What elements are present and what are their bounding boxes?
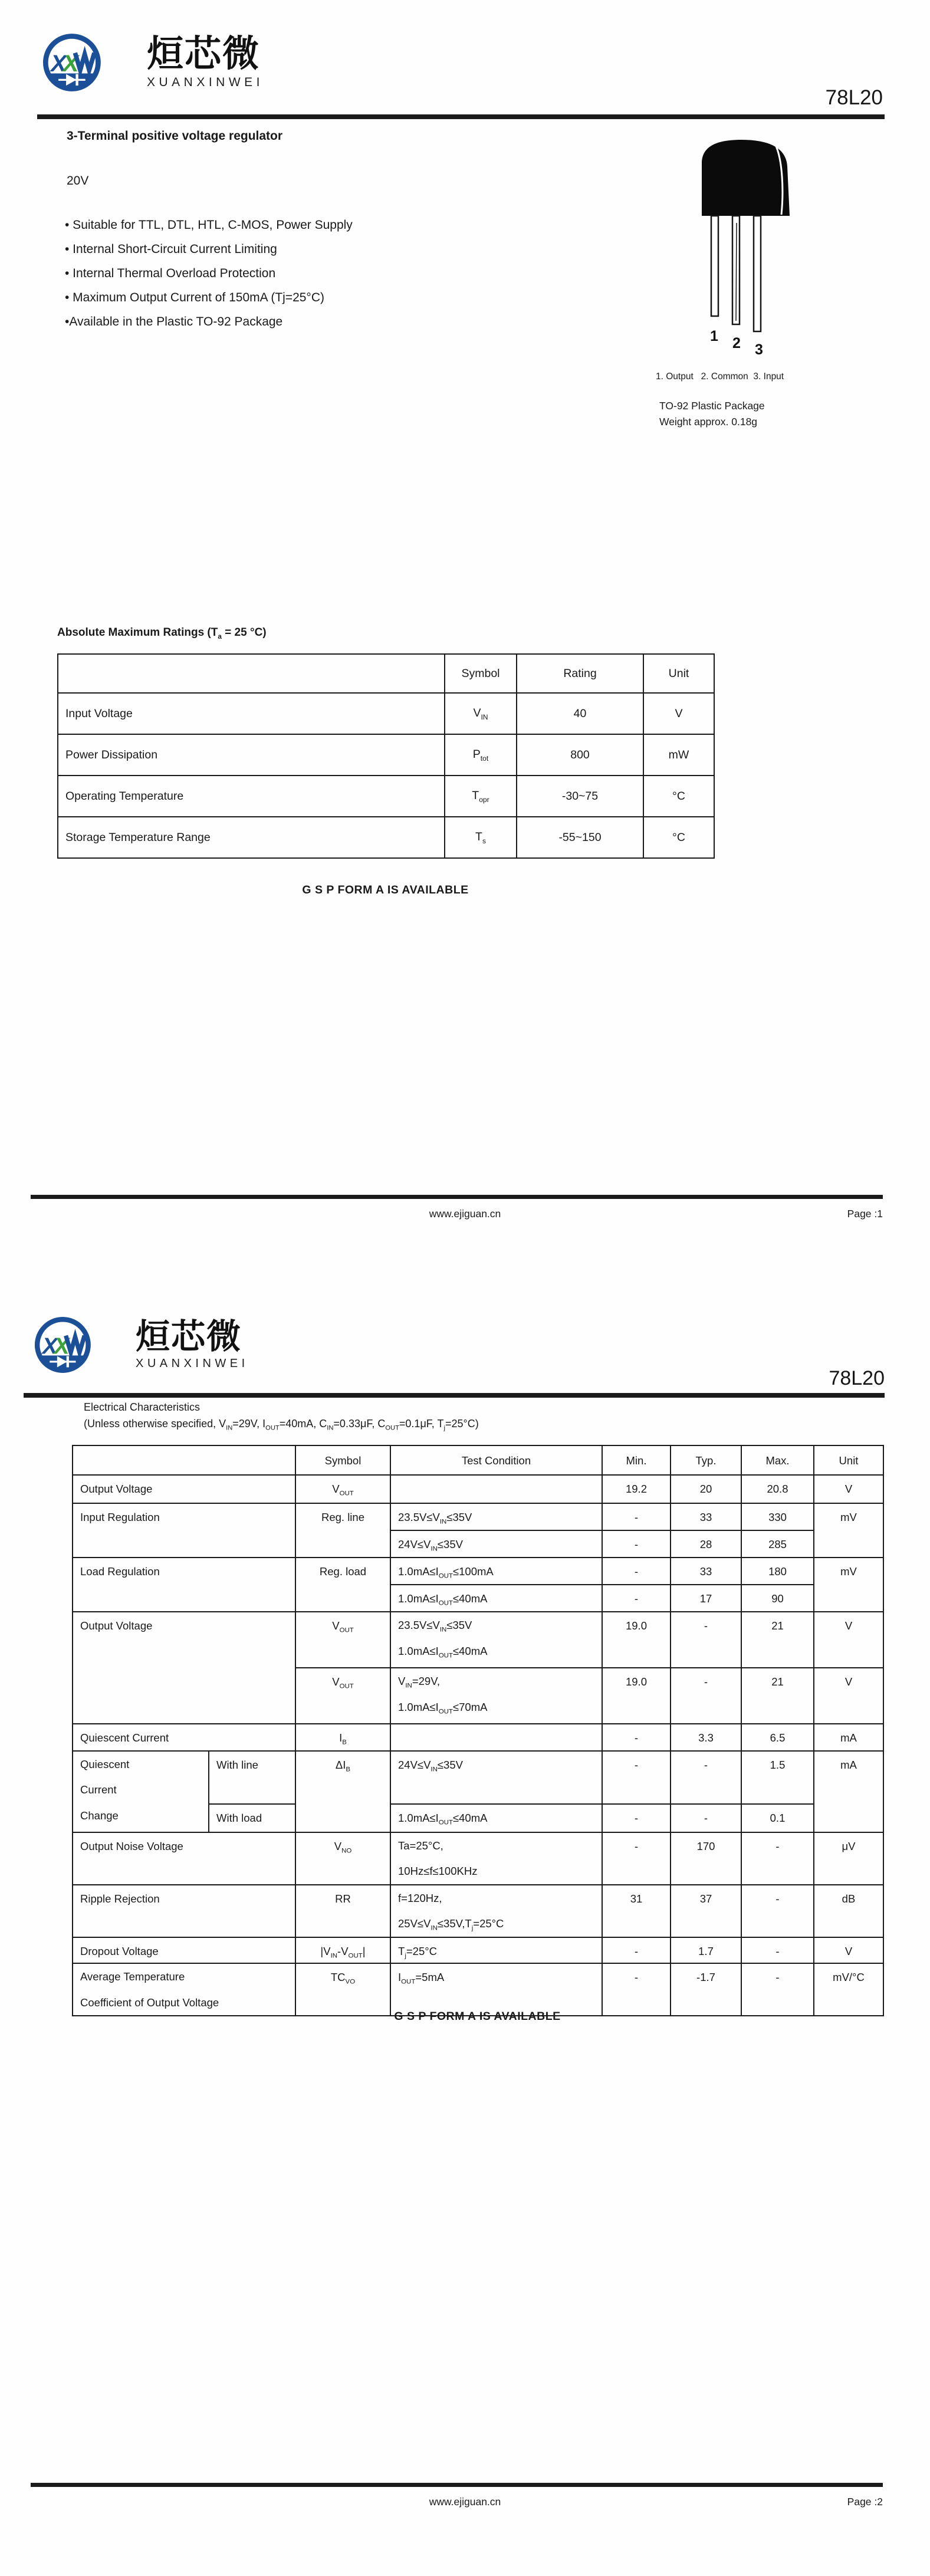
table-cell: -30~75 bbox=[517, 776, 643, 817]
table-cell: V bbox=[814, 1668, 883, 1724]
table-cell: Dropout Voltage bbox=[73, 1937, 295, 1963]
logo-letter-x1: X bbox=[42, 1333, 58, 1359]
table-cell: Quiescent Current bbox=[73, 1724, 295, 1751]
column-header: Unit bbox=[643, 654, 714, 693]
table-cell: Reg. load bbox=[295, 1558, 390, 1612]
table-cell: μV bbox=[814, 1832, 883, 1885]
product-heading: 3-Terminal positive voltage regulator bbox=[67, 129, 283, 143]
abs-max-title: Absolute Maximum Ratings ($T_a = 25$ °C) bbox=[57, 626, 267, 640]
logo-letter-x2: X bbox=[54, 1333, 70, 1359]
column-header: Symbol bbox=[295, 1445, 390, 1475]
table-cell: 1.7 bbox=[671, 1937, 741, 1963]
package-body bbox=[702, 140, 790, 216]
electrical-characteristics-title: Electrical Characteristics bbox=[84, 1401, 201, 1413]
table-cell: $V_{OUT}$ bbox=[295, 1475, 390, 1503]
table-cell: $V_{IN}$ bbox=[445, 693, 517, 734]
brand-logo-icon bbox=[34, 1316, 129, 1374]
table-cell: RR bbox=[295, 1885, 390, 1937]
table-cell: $T_j=25^\circ C$ bbox=[390, 1937, 602, 1963]
table-cell: 20.8 bbox=[741, 1475, 814, 1503]
table-cell: - bbox=[602, 1724, 671, 1751]
table-cell: 0.1 bbox=[741, 1804, 814, 1832]
table-cell: 28 bbox=[671, 1530, 741, 1558]
table-cell: - bbox=[602, 1751, 671, 1804]
table-row bbox=[73, 1475, 883, 1503]
table-cell: V bbox=[814, 1937, 883, 1963]
column-header: Rating bbox=[517, 654, 643, 693]
table-cell: - bbox=[741, 1937, 814, 1963]
table-cell: Operating Temperature bbox=[58, 776, 445, 817]
header-rule bbox=[24, 1393, 885, 1398]
table-cell: f=120Hz, $25V\le V_{IN}\le 35V,T_j=25^\circ C$ bbox=[390, 1885, 602, 1937]
abs-max-table bbox=[57, 653, 715, 859]
table-cell: Output Voltage bbox=[73, 1612, 295, 1724]
feature-item: •Available in the Plastic TO-92 Package bbox=[65, 315, 283, 328]
table-cell: - bbox=[671, 1751, 741, 1804]
brand-name-en: XUANXINWEI bbox=[136, 1356, 249, 1370]
table-cell: $T_{opr}$ bbox=[445, 776, 517, 817]
table-cell: $P_{tot}$ bbox=[445, 734, 517, 776]
table-cell: -1.7 bbox=[671, 1963, 741, 2016]
table-row bbox=[58, 734, 714, 776]
table-cell: - bbox=[602, 1937, 671, 1963]
table-cell: - bbox=[602, 1963, 671, 2016]
column-header: Test Condition bbox=[390, 1445, 602, 1475]
table-cell: dB bbox=[814, 1885, 883, 1937]
table-cell: 170 bbox=[671, 1832, 741, 1885]
table-cell bbox=[390, 1724, 602, 1751]
column-header: Min. bbox=[602, 1445, 671, 1475]
table-cell: - bbox=[671, 1668, 741, 1724]
table-row bbox=[73, 1445, 883, 1475]
table-cell: V bbox=[814, 1612, 883, 1668]
table-cell: - bbox=[602, 1804, 671, 1832]
brand-logo bbox=[42, 33, 264, 92]
footer-page-number: Page :1 bbox=[847, 1208, 883, 1220]
feature-item: • Maximum Output Current of 150mA (Tj=25°C) bbox=[65, 291, 324, 304]
table-row bbox=[73, 1503, 883, 1530]
table-row bbox=[58, 693, 714, 734]
column-header: Max. bbox=[741, 1445, 814, 1475]
table-cell: 285 bbox=[741, 1530, 814, 1558]
table-cell: 31 bbox=[602, 1885, 671, 1937]
table-cell: $V_{OUT}$ bbox=[295, 1668, 390, 1724]
table-cell: With load bbox=[209, 1804, 295, 1832]
table-cell: - bbox=[741, 1963, 814, 2016]
table-cell: 90 bbox=[741, 1585, 814, 1612]
pin-numbers bbox=[710, 328, 763, 358]
table-cell: 33 bbox=[671, 1558, 741, 1585]
pin-legend: 1. Output 2. Common 3. Input bbox=[656, 372, 784, 382]
table-cell: mA bbox=[814, 1724, 883, 1751]
leg-inner-line bbox=[736, 223, 737, 321]
table-cell: - bbox=[602, 1832, 671, 1885]
header-rule bbox=[37, 114, 885, 119]
table-cell: - bbox=[741, 1885, 814, 1937]
table-row bbox=[73, 1724, 883, 1751]
package-name: TO-92 Plastic Package bbox=[659, 400, 765, 412]
table-cell: Input Voltage bbox=[58, 693, 445, 734]
table-row bbox=[73, 1885, 883, 1937]
table-cell: $V_{OUT}$ bbox=[295, 1612, 390, 1668]
table-cell: Ta=25°C, 10Hz≤f≤100KHz bbox=[390, 1832, 602, 1885]
logo-letter-x2: X bbox=[63, 50, 79, 77]
table-cell: mV/°C bbox=[814, 1963, 883, 2016]
table-cell: $V_{NO}$ bbox=[295, 1832, 390, 1885]
test-conditions-note: (Unless otherwise specified, $V_{IN}=29V$, $I_{OUT}=40mA$, $C_{IN}=0.33\mu F$, $C_{OUT}=0.1\mu F$, $T_j=25^\circ C$) bbox=[84, 1418, 479, 1432]
table-cell: $I_{OUT}=5mA$ bbox=[390, 1963, 602, 2016]
table-cell: Output Voltage bbox=[73, 1475, 295, 1503]
table-cell: Output Noise Voltage bbox=[73, 1832, 295, 1885]
table-cell: 180 bbox=[741, 1558, 814, 1585]
table-cell: °C bbox=[643, 817, 714, 858]
voltage-value: 20V bbox=[67, 174, 89, 188]
footer-rule bbox=[31, 2483, 883, 2487]
pin-number-2: 2 bbox=[732, 335, 741, 351]
table-cell: $I_B$ bbox=[295, 1724, 390, 1751]
table-row bbox=[58, 776, 714, 817]
table-cell: V bbox=[814, 1475, 883, 1503]
column-header: Symbol bbox=[445, 654, 517, 693]
table-cell: $23.5V\le V_{IN}\le 35V$ $1.0mA\le I_{OUT}\le 40mA$ bbox=[390, 1612, 602, 1668]
brand-logo-icon bbox=[42, 33, 140, 92]
package-weight: Weight approx. 0.18g bbox=[659, 416, 758, 428]
footer-rule bbox=[31, 1195, 883, 1199]
part-number: 78L20 bbox=[825, 86, 883, 109]
table-cell: mW bbox=[643, 734, 714, 776]
footer-website: www.ejiguan.cn bbox=[429, 2496, 501, 2508]
table-cell: 21 bbox=[741, 1612, 814, 1668]
table-row bbox=[73, 1832, 883, 1885]
table-cell: Power Dissipation bbox=[58, 734, 445, 776]
table-cell: - bbox=[741, 1832, 814, 1885]
table-cell: $\Delta I_B$ bbox=[295, 1751, 390, 1832]
gsp-note: G S P FORM A IS AVAILABLE bbox=[394, 2010, 561, 2023]
table-cell: Quiescent Current Change bbox=[73, 1751, 209, 1832]
footer-website: www.ejiguan.cn bbox=[429, 1208, 501, 1220]
table-cell: - bbox=[602, 1558, 671, 1585]
table-cell: 1.5 bbox=[741, 1751, 814, 1804]
pin-number-1: 1 bbox=[710, 328, 718, 344]
table-cell: 17 bbox=[671, 1585, 741, 1612]
table-cell: Ripple Rejection bbox=[73, 1885, 295, 1937]
table-cell: $V_{IN}=29V$, $1.0mA\le I_{OUT}\le 70mA$ bbox=[390, 1668, 602, 1724]
brand-logo bbox=[34, 1316, 249, 1374]
table-cell: $23.5V\le V_{IN}\le 35V$ bbox=[390, 1503, 602, 1530]
footer-page-number: Page :2 bbox=[847, 2496, 883, 2508]
table-cell: -55~150 bbox=[517, 817, 643, 858]
table-cell: 37 bbox=[671, 1885, 741, 1937]
table-cell: 800 bbox=[517, 734, 643, 776]
pin-number-3: 3 bbox=[755, 341, 763, 358]
electrical-characteristics-table bbox=[72, 1445, 884, 2016]
table-cell: Reg. line bbox=[295, 1503, 390, 1558]
logo-letter-x1: X bbox=[51, 50, 67, 77]
table-cell: mA bbox=[814, 1751, 883, 1832]
gsp-note: G S P FORM A IS AVAILABLE bbox=[302, 883, 469, 896]
brand-text bbox=[136, 1317, 249, 1371]
table-cell: °C bbox=[643, 776, 714, 817]
table-cell: $1.0mA\le I_{OUT}\le 100mA$ bbox=[390, 1558, 602, 1585]
table-cell: - bbox=[602, 1530, 671, 1558]
table-row bbox=[58, 654, 714, 693]
table-cell: - bbox=[671, 1612, 741, 1668]
table-cell: 19.0 bbox=[602, 1612, 671, 1668]
table-cell: 3.3 bbox=[671, 1724, 741, 1751]
table-cell: 21 bbox=[741, 1668, 814, 1724]
table-cell: mV bbox=[814, 1503, 883, 1558]
table-cell: 20 bbox=[671, 1475, 741, 1503]
table-cell: 40 bbox=[517, 693, 643, 734]
table-cell: - bbox=[602, 1585, 671, 1612]
table-cell: - bbox=[671, 1804, 741, 1832]
brand-name-en: XUANXINWEI bbox=[147, 75, 264, 89]
table-cell: $T_s$ bbox=[445, 817, 517, 858]
table-cell: Load Regulation bbox=[73, 1558, 295, 1612]
table-cell: $24V\le V_{IN}\le 35V$ bbox=[390, 1530, 602, 1558]
table-cell: $|V_{IN}-V_{OUT}|$ bbox=[295, 1937, 390, 1963]
table-cell: 19.0 bbox=[602, 1668, 671, 1724]
column-header bbox=[58, 654, 445, 693]
page-2 bbox=[0, 1288, 930, 2576]
table-cell: Storage Temperature Range bbox=[58, 817, 445, 858]
table-cell: 19.2 bbox=[602, 1475, 671, 1503]
table-cell bbox=[390, 1475, 602, 1503]
to92-package-drawing bbox=[640, 134, 834, 364]
table-cell: 33 bbox=[671, 1503, 741, 1530]
table-cell: With line bbox=[209, 1751, 295, 1804]
table-cell: Input Regulation bbox=[73, 1503, 295, 1558]
column-header: Typ. bbox=[671, 1445, 741, 1475]
table-cell: 330 bbox=[741, 1503, 814, 1530]
table-row bbox=[73, 1612, 883, 1668]
column-header bbox=[73, 1445, 295, 1475]
table-cell: $24V\le V_{IN}\le 35V$ bbox=[390, 1751, 602, 1804]
part-number: 78L20 bbox=[829, 1367, 885, 1389]
table-cell: Average Temperature Coefficient of Output Voltage bbox=[73, 1963, 295, 2016]
table-row bbox=[73, 1937, 883, 1963]
table-row bbox=[73, 1558, 883, 1585]
table-cell: V bbox=[643, 693, 714, 734]
table-cell: $TC_{VO}$ bbox=[295, 1963, 390, 2016]
brand-text bbox=[147, 33, 264, 90]
table-cell: $1.0mA\le I_{OUT}\le 40mA$ bbox=[390, 1585, 602, 1612]
brand-name-cn: 烜芯微 bbox=[147, 33, 261, 74]
table-cell: mV bbox=[814, 1558, 883, 1612]
table-row bbox=[73, 1963, 883, 2016]
features-list bbox=[65, 218, 353, 339]
brand-name-cn: 烜芯微 bbox=[136, 1317, 242, 1356]
table-cell: - bbox=[602, 1503, 671, 1530]
feature-item: • Internal Short-Circuit Current Limiting bbox=[65, 242, 277, 256]
table-row bbox=[58, 817, 714, 858]
feature-item: • Internal Thermal Overload Protection bbox=[65, 267, 276, 280]
table-cell: 6.5 bbox=[741, 1724, 814, 1751]
feature-item: • Suitable for TTL, DTL, HTL, C-MOS, Power Supply bbox=[65, 218, 353, 232]
column-header: Unit bbox=[814, 1445, 883, 1475]
table-row bbox=[73, 1751, 883, 1804]
table-cell: $1.0mA\le I_{OUT}\le 40mA$ bbox=[390, 1804, 602, 1832]
